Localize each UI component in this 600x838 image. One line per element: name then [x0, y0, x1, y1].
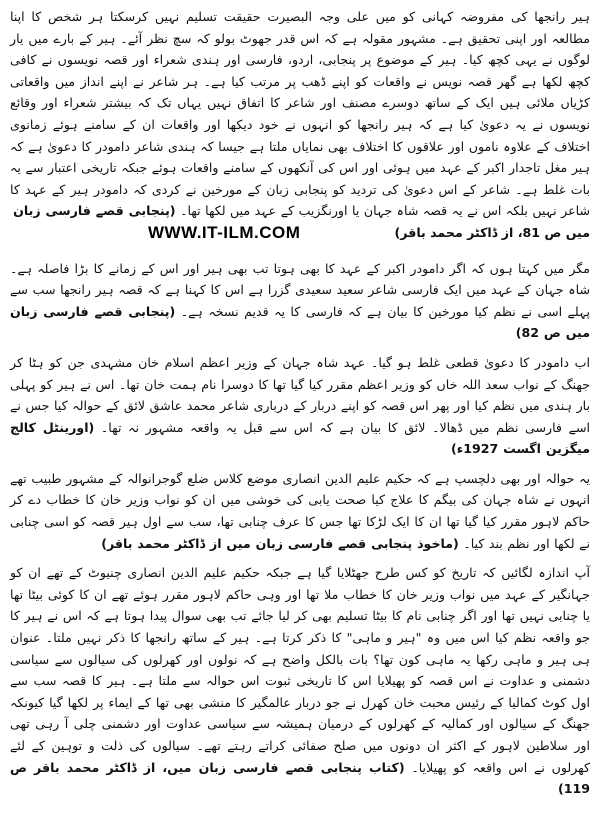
paragraph-4	[10, 468, 590, 554]
paragraph-5	[10, 562, 590, 800]
paragraph-2-citation: (پنجابی قصے فارسی زبان میں ص 82)	[10, 303, 590, 341]
site-watermark: WWW.IT-ILM.COM	[148, 222, 301, 242]
paragraph-2	[10, 258, 590, 344]
paragraph-3-citation: (اورینٹل کالج میگزین اگست 1927ء)	[10, 419, 590, 457]
paragraph-1	[10, 6, 590, 222]
paragraph-4-text: یہ حوالہ اور بھی دلچسپ ہے کہ حکیم علیم الدین انصاری موضع کلاس ضلع گوجرانوالہ کے مشہور طبیب تھے انہوں نے شاہ جہان کی بیگم کا علاج کیا صحت یابی کی خوشی میں ان کو نواب وزیر خان کا خطاب دے کر حاکم لاہور مقرر کیا گیا تھا ان کا ایک لڑکا تھا جس کا عرف چنابی تھا، سب سے اول ہیر قصہ کو اسی چنابی نے لکھا اور نظم بند کیا۔	[10, 470, 590, 551]
paragraph-5-citation: (کتاب پنجابی قصے فارسی زبان میں، از ڈاکٹر محمد باقر ص 119)	[10, 759, 590, 797]
paragraph-4-citation: (ماخوذ پنجابی قصے فارسی زبان میں از ڈاکٹر محمد باقر)	[101, 535, 459, 551]
paragraph-5-text: آپ اندازہ لگائیں کہ تاریخ کو کس طرح جھٹلایا گیا ہے جبکہ حکیم علیم الدین انصاری چنیوٹ کے تھے ان کو جہانگیر کے عہد میں نواب وزیر خان کا خطاب ملا تھا اور وہی حاکم لاہور مقرر ہوئے تھے ان کا کوئی بیٹا تھا یا چنابی نہیں تھا اور اگر چنابی نام کا بیٹا تسلیم بھی کر لیا جائے تب بھی سوال پیدا ہوتا ہے کہ اس نے ہیر کا جو واقعہ نظم کیا اس میں وہ "ہیر و ماہی" کا ذکر کرتا ہے۔ ہیر کے ساتھ رانجھا کا ذکر نہیں ملتا۔ عنوان ہی ہیر و ماہی رکھا یہ ماہی کون تھا؟ بات بالکل واضح ہے کہ نولوں اور کھرلوں کی سیالوں سے سیاسی دشمنی و عداوت نے اس قصہ کو پھیلایا اس کا تاریخی ثبوت اس حوالہ سے ملتا ہے۔ ہیر کا قصہ سب سے اول کوٹ کمالیا کے رئیس محبت خان کھرل نے جو دربار عالمگیر کا منشی بھی تھا کے ایماء پر لکھا گیا کیونکہ جھنگ کے سیالوں اور کمالیہ کے کھرلوں کے درمیان ہمیشہ سے سیاسی عداوت اور دشمنی چلی آ رہی تھی اور سلاطین لاہور کے اکثر ان دونوں میں صلح صفائی کراتے رہتے تھے۔ سیالوں کی ذلت و توہین کے لئے کھرلوں نے اس واقعہ کو پھیلایا۔	[10, 565, 590, 775]
paragraph-3	[10, 352, 590, 460]
paragraph-3-text: اب دامودر کا دعویٰ قطعی غلط ہو گیا۔ عہد شاہ جہان کے وزیر اعظم اسلام خان مشہدی جن کو ہٹا کر جھنگ کے نواب سعد اللہ خاں کو وزیر اعظم مقرر کیا گیا تھا کا دوسرا نام ہمت خان تھا۔ اس نے ہیر کو پہلی بار ہندی میں نظم کیا اور پھر اس قصہ کو اپنے دربار کے درباری شاعر محمد عاشق لائق کے حوالہ کیا جس نے اسے فارسی نظم میں ڈھالا۔ لائق کا بیان ہے کہ اس سے قبل یہ واقعہ مشہور نہ تھا۔	[10, 354, 590, 435]
source-watermark-row	[10, 222, 590, 244]
paragraph-1-citation-continued: میں ص 81، از ڈاکٹر محمد باقر)	[394, 224, 590, 240]
paragraph-1-text: ہیر رانجھا کی مفروضہ کہانی کو میں علی وجہ البصیرت حقیقت تسلیم نہیں کرسکتا ہر شخص کا اپنا مطالعہ اور اپنی تحقیق ہے۔ مشہور مقولہ ہے کہ اس قدر جھوٹ بولو کہ سچ نظر آئے۔ ہیر کے بارے میں یار لوگوں نے یہی کچھ کیا۔ ہیر کے موضوع پر پنجابی، اردو، فارسی اور ہندی شعراء اور قصہ نویسوں نے کافی کچھ لکھا ہے گھر قصہ نویس نے واقعات کو اپنے ڈھب پر مرتب کیا ہے۔ ہر شاعر نے اپنے انداز میں واقعاتی کڑیاں ملائی ہیں ایک کے ساتھ دوسرے مصنف اور شاعر کا اتفاق نہیں یہاں تک کہ بیشتر شعراء اور وقائع نویسوں نے یہ دعویٰ کیا ہے کہ ہیر رانجھا کو انہوں نے خود دیکھا اور واقعات ان کے سامنے ہوئے زمانوی اختلاف کے علاوہ ناموں اور علاقوں کا اختلاف بھی نمایاں ملتا ہے جیسا کہ ہندی شاعر دامودر کا دعویٰ ہے کہ ہیر مغل تاجدار اکبر کے عہد میں ہوئی اور اس کی آنکھوں کے سامنے واقعات ہوئے جبکہ تاریخی اعتبار سے یہ بات غلط ہے۔ شاعر کے اس دعویٰ کی تردید کو پنجابی زبان کے مورخین نے کردی کہ دامودر ہیر کے عہد کا شاعر نہیں بلکہ اس نے یہ قصہ شاہ جہان یا اورنگزیب کے عہد میں لکھا تھا۔	[10, 9, 590, 219]
spacer	[10, 244, 590, 258]
paragraph-1-citation: (پنجابی قصے فارسی زبان	[13, 203, 176, 219]
paragraph-2-text: مگر میں کہتا ہوں کہ اگر دامودر اکبر کے عہد کا بھی ہوتا تب بھی ہیر اور اس کے زمانے کا بڑا فاصلہ ہے۔ شاہ جہان کے عہد میں ایک فارسی شاعر سعید سعیدی گزرا ہے اس کا کہنا ہے کہ قصہ ہیر رانجھا سب سے پہلے اسی نے نظم کیا مورخین کا بیان ہے کہ فارسی کا یہ قدیم نسخہ ہے۔	[10, 260, 590, 319]
